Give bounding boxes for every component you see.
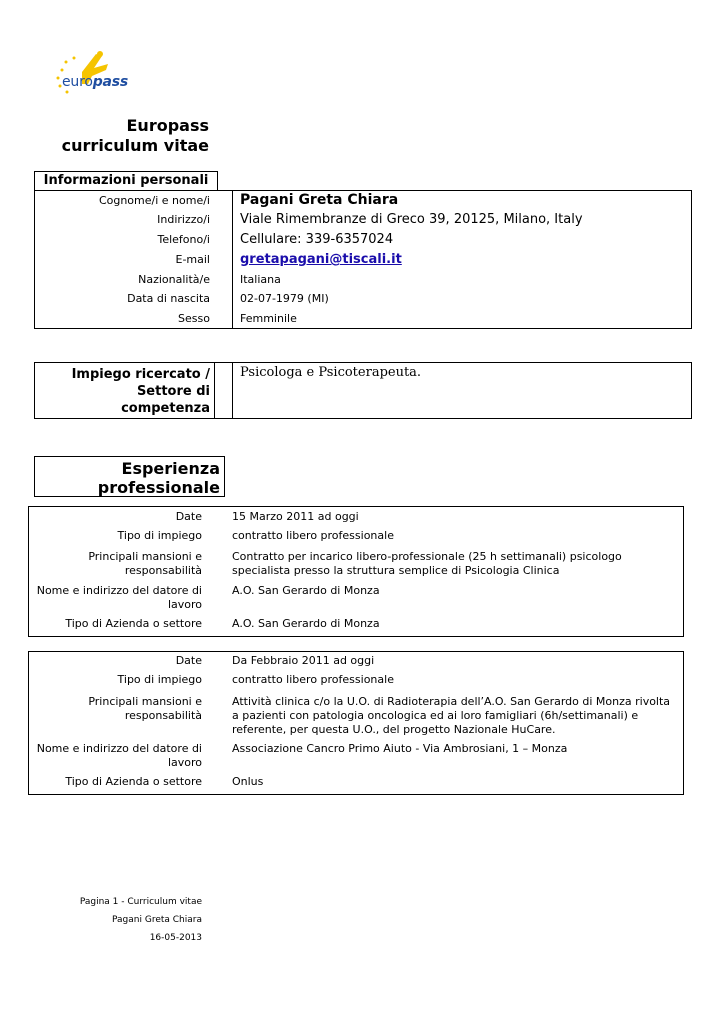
job-1-azienda: A.O. San Gerardo di Monza bbox=[232, 617, 380, 630]
label-indirizzo: Indirizzo/i bbox=[157, 213, 210, 226]
job-1-date-label: Date bbox=[175, 510, 202, 523]
esperienza-header-line1: Esperienza bbox=[121, 459, 220, 478]
value-nome: Pagani Greta Chiara bbox=[240, 192, 399, 208]
doc-title-line2: curriculum vitae bbox=[61, 136, 209, 155]
job-1-date: 15 Marzo 2011 ad oggi bbox=[232, 510, 359, 523]
job-2-datore-label-line1: Nome e indirizzo del datore di bbox=[36, 742, 202, 755]
job-1-datore-label-line1: Nome e indirizzo del datore di bbox=[36, 584, 202, 597]
job-1-mansioni bbox=[232, 550, 622, 578]
job-2-azienda-label: Tipo di Azienda o settore bbox=[65, 775, 202, 788]
footer-date: 16-05-2013 bbox=[149, 933, 202, 943]
europass-logo bbox=[52, 50, 142, 100]
impiego-divider-1 bbox=[214, 362, 215, 419]
impiego-label bbox=[72, 366, 210, 417]
job-2-azienda: Onlus bbox=[232, 775, 264, 788]
value-data-nascita: 02-07-1979 (MI) bbox=[240, 292, 329, 305]
job-2-tipo-label: Tipo di impiego bbox=[117, 673, 202, 686]
job-1-mansioni-label-line1: Principali mansioni e bbox=[88, 550, 202, 563]
label-sesso: Sesso bbox=[178, 312, 210, 325]
logo-suffix: pass bbox=[92, 74, 129, 90]
impiego-label-line1: Impiego ricercato / bbox=[71, 367, 210, 382]
esperienza-header bbox=[34, 456, 225, 497]
job-2-mansioni-line2: a pazienti con patologia oncologica ed ai loro famigliari (6h/settimanali) e bbox=[232, 709, 639, 722]
job-2-date-label: Date bbox=[175, 654, 202, 667]
doc-title-line1: Europass bbox=[126, 116, 209, 135]
job-1-mansioni-label-line2: responsabilità bbox=[124, 564, 202, 577]
logo-prefix: euro bbox=[62, 74, 93, 90]
job-2-datore: Associazione Cancro Primo Aiuto - Via Ambrosiani, 1 – Monza bbox=[232, 742, 568, 755]
personal-info-divider bbox=[232, 190, 233, 329]
job-1-datore-label bbox=[37, 584, 202, 612]
impiego-label-line2: Settore di bbox=[136, 384, 210, 399]
job-1-datore-label-line2: lavoro bbox=[167, 598, 202, 611]
footer-name: Pagani Greta Chiara bbox=[112, 915, 202, 925]
job-2-mansioni bbox=[232, 695, 670, 737]
impiego-label-line3: competenza bbox=[121, 401, 210, 416]
job-2-date: Da Febbraio 2011 ad oggi bbox=[232, 654, 375, 667]
personal-info-header: Informazioni personali bbox=[34, 171, 218, 191]
job-2-datore-label-line2: lavoro bbox=[167, 756, 202, 769]
job-1-mansioni-label bbox=[88, 550, 202, 578]
job-1-tipo: contratto libero professionale bbox=[232, 529, 394, 542]
job-1-datore: A.O. San Gerardo di Monza bbox=[232, 584, 380, 597]
value-sesso: Femminile bbox=[240, 312, 297, 325]
job-1-mansioni-line1: Contratto per incarico libero-professionale (25 h settimanali) psicologo bbox=[232, 550, 622, 563]
value-nazionalita: Italiana bbox=[240, 273, 281, 286]
job-2-tipo: contratto libero professionale bbox=[232, 673, 394, 686]
job-2-datore-label bbox=[37, 742, 202, 770]
label-nome: Cognome/i e nome/i bbox=[98, 194, 210, 207]
job-2-mansioni-label-line2: responsabilità bbox=[124, 709, 202, 722]
job-1-mansioni-line2: specialista presso la struttura semplice di Psicologia Clinica bbox=[232, 564, 560, 577]
job-2-mansioni-line3: referente, per questa U.O., del progetto Nazionale HuCare. bbox=[232, 723, 556, 736]
label-email: E-mail bbox=[175, 253, 210, 266]
esperienza-header-line2: professionale bbox=[97, 478, 220, 497]
label-data-nascita: Data di nascita bbox=[127, 292, 210, 305]
label-nazionalita: Nazionalità/e bbox=[138, 273, 210, 286]
doc-title bbox=[62, 116, 209, 156]
job-1-tipo-label: Tipo di impiego bbox=[117, 529, 202, 542]
value-indirizzo: Viale Rimembranze di Greco 39, 20125, Milano, Italy bbox=[240, 212, 583, 227]
impiego-divider-2 bbox=[232, 362, 233, 419]
email-link[interactable]: gretapagani@tiscali.it bbox=[240, 252, 402, 267]
footer-page: Pagina 1 - Curriculum vitae bbox=[79, 897, 202, 907]
label-telefono: Telefono/i bbox=[157, 233, 210, 246]
job-1-azienda-label: Tipo di Azienda o settore bbox=[65, 617, 202, 630]
impiego-value: Psicologa e Psicoterapeuta. bbox=[240, 365, 422, 380]
value-telefono: Cellulare: 339-6357024 bbox=[240, 232, 394, 247]
job-2-mansioni-label bbox=[88, 695, 202, 723]
job-2-mansioni-line1: Attività clinica c/o la U.O. di Radioterapia dell’A.O. San Gerardo di Monza rivolta bbox=[232, 695, 671, 708]
job-2-mansioni-label-line1: Principali mansioni e bbox=[88, 695, 202, 708]
